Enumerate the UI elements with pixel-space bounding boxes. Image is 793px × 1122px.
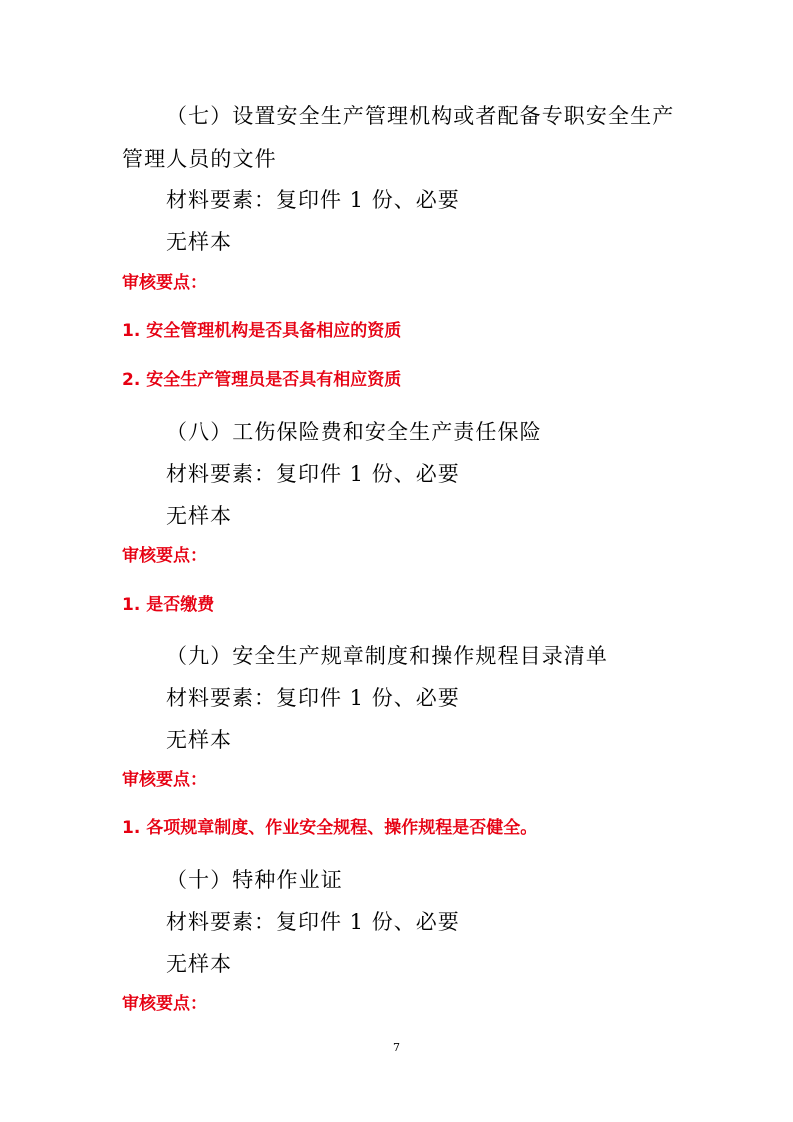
- page-number: 7: [393, 1041, 400, 1054]
- section-8-review-item-1: 1. 是否缴费: [122, 595, 215, 615]
- section-8-title: （八）工伤保险费和安全生产责任保险: [166, 420, 542, 444]
- section-7-title-line-2: 管理人员的文件: [122, 147, 277, 171]
- section-8-sample: 无样本: [166, 504, 232, 528]
- section-9-review-item-1: 1. 各项规章制度、作业安全规程、操作规程是否健全。: [122, 818, 538, 838]
- section-7-sample: 无样本: [166, 230, 232, 254]
- section-10-sample: 无样本: [166, 952, 232, 976]
- section-7-review-item-2: 2. 安全生产管理员是否具有相应资质: [122, 370, 402, 390]
- section-9-title: （九）安全生产规章制度和操作规程目录清单: [166, 644, 608, 668]
- section-7-material: 材料要素：复印件 1 份、必要: [166, 188, 460, 212]
- section-10-review-label: 审核要点：: [122, 994, 207, 1014]
- section-9-sample: 无样本: [166, 728, 232, 752]
- section-9-material: 材料要素：复印件 1 份、必要: [166, 686, 460, 710]
- section-7-review-item-1: 1. 安全管理机构是否具备相应的资质: [122, 321, 402, 341]
- section-8-review-label: 审核要点：: [122, 546, 207, 566]
- section-10-material: 材料要素：复印件 1 份、必要: [166, 910, 460, 934]
- section-8-material: 材料要素：复印件 1 份、必要: [166, 462, 460, 486]
- section-7-review-label: 审核要点：: [122, 273, 207, 293]
- section-7-title-line-1: （七）设置安全生产管理机构或者配备专职安全生产: [166, 104, 675, 128]
- section-10-title: （十）特种作业证: [166, 868, 343, 892]
- section-9-review-label: 审核要点：: [122, 770, 207, 790]
